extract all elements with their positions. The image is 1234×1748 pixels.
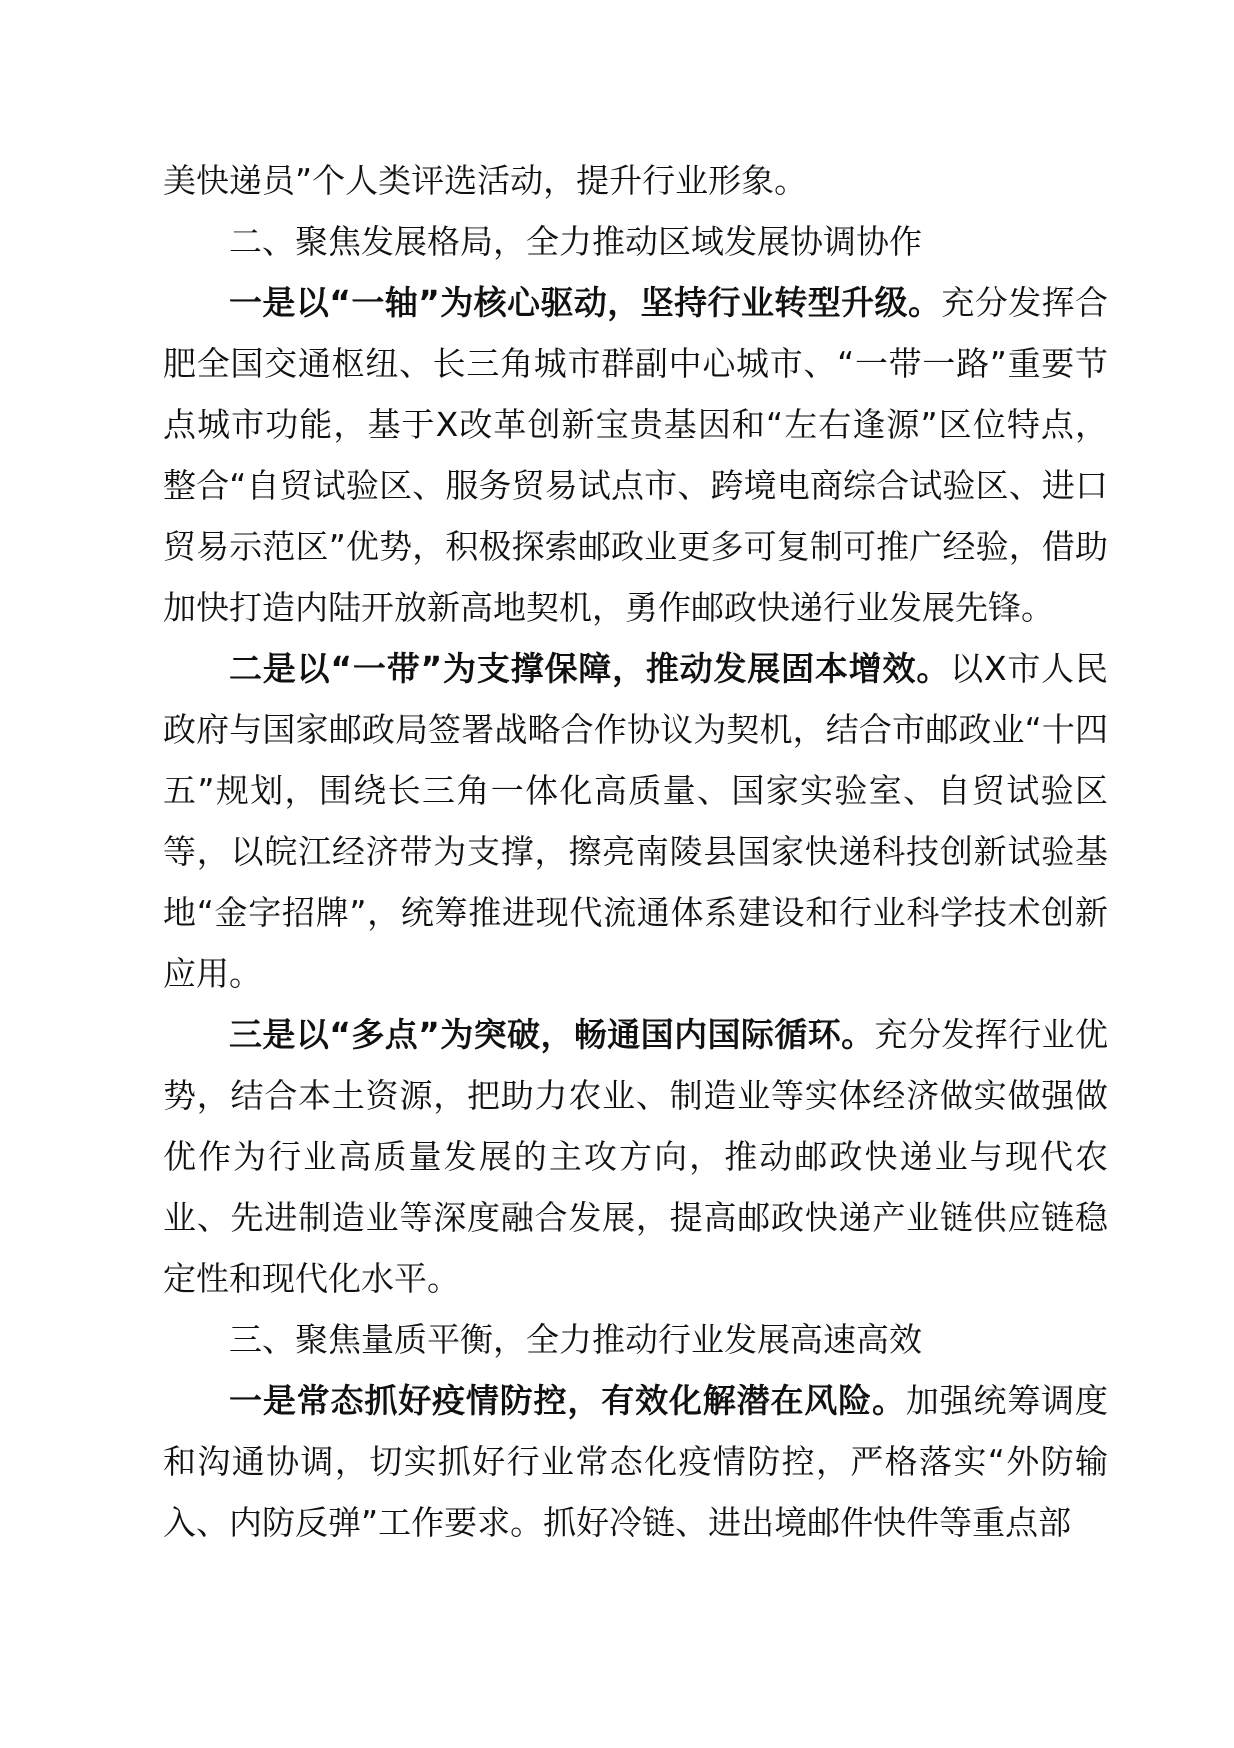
paragraph-continuation [163, 150, 1108, 211]
heading-text: 二、聚焦发展格局，全力推动区域发展协调协作 [229, 222, 922, 261]
paragraph-text: 以X市人民政府与国家邮政局签署战略合作协议为契机，结合市邮政业“十四五”规划，围绕长三角一体化高质量、国家实验室、自贸试验区等，以皖江经济带为支撑，擦亮南陵县国家快递科技创新试验基地“金字招牌”，统筹推进现代流通体系建设和行业科学技术创新应用。 [163, 649, 1108, 993]
paragraph-lead: 二是以“一带”为支撑保障，推动发展固本增效。 [229, 649, 951, 688]
paragraph-epidemic-control [163, 1370, 1108, 1553]
paragraph-text: 美快递员”个人类评选活动，提升行业形象。 [163, 161, 808, 200]
paragraph-one-belt [163, 638, 1108, 1004]
paragraph-multi-points [163, 1004, 1108, 1309]
paragraph-lead: 三是以“多点”为突破，畅通国内国际循环。 [229, 1015, 875, 1054]
paragraph-text: 加强统筹调度和沟通协调，切实抓好行业常态化疫情防控，严格落实“外防输入、内防反弹”工作要求。抓好冷链、进出境邮件快件等重点部 [163, 1381, 1109, 1542]
paragraph-one-axis [163, 272, 1108, 638]
paragraph-lead: 一是以“一轴”为核心驱动，坚持行业转型升级。 [229, 283, 942, 322]
paragraph-text: 充分发挥行业优势，结合本土资源，把助力农业、制造业等实体经济做实做强做优作为行业高质量发展的主攻方向，推动邮政快递业与现代农业、先进制造业等深度融合发展，提高邮政快递产业链供应链稳定性和现代化水平。 [163, 1015, 1108, 1298]
paragraph-text: 充分发挥合肥全国交通枢纽、长三角城市群副中心城市、“一带一路”重要节点城市功能，基于X改革创新宝贵基因和“左右逢源”区位特点，整合“自贸试验区、服务贸易试点市、跨境电商综合试验区、进口贸易示范区”优势，积极探索邮政业更多可复制可推广经验，借助加快打造内陆开放新高地契机，勇作邮政快递行业发展先锋。 [163, 283, 1108, 627]
paragraph-lead: 一是常态抓好疫情防控，有效化解潜在风险。 [229, 1381, 906, 1420]
section-heading-2 [163, 211, 1108, 272]
document-body [163, 150, 1108, 1553]
section-heading-3 [163, 1309, 1108, 1370]
heading-text: 三、聚焦量质平衡，全力推动行业发展高速高效 [229, 1320, 922, 1359]
